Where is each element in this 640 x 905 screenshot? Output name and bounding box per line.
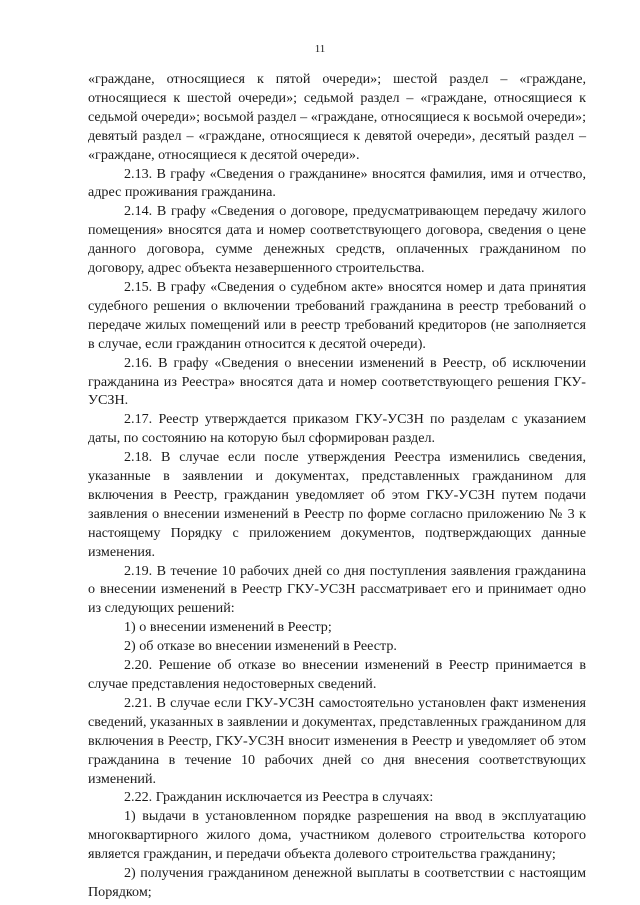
paragraph: «граждане, относящиеся к пятой очереди»; шестой раздел – «граждане, относящиеся к шестой очереди»; седьмой раздел – «граждане, относящиеся к седьмой очереди»; восьмой раздел – «граждане, относящиеся к восьмой очереди»; девятый раздел – «граждане, относящиеся к девятой очереди», десятый раздел – «граждане, относящиеся к десятой очереди».: [88, 71, 586, 163]
paragraph: 2) об отказе во внесении изменений в Реестр.: [124, 638, 397, 655]
page-number: 11: [314, 43, 326, 55]
paragraph: 2.19. В течение 10 рабочих дней со дня поступления заявления гражданина о внесении изменений в Реестр ГКУ-УСЗН рассматривает его и принимает одно из следующих решений:: [88, 562, 586, 617]
paragraph: 2.21. В случае если ГКУ-УСЗН самостоятельно установлен факт изменения сведений, указанных в заявлении и документах, представленных гражданином для включения в Реестр, ГКУ-УСЗН вносит изменения в Реестр и уведомляет об этом гражданина в течение 10 рабочих дней со дня внесения соответствующих изменений.: [88, 694, 586, 787]
paragraph: 1) о внесении изменений в Реестр;: [124, 619, 332, 636]
document-body: [88, 70, 586, 902]
paragraph: 2.20. Решение об отказе во внесении изменений в Реестр принимается в случае представления недостоверных сведений.: [88, 657, 586, 692]
paragraph: 2.18. В случае если после утверждения Реестра изменились сведения, указанные в заявлении и документах, представленных гражданином для включения в Реестр, гражданин уведомляет об этом ГКУ-УСЗН путем подачи заявления о внесении изменений в Реестр по форме согласно приложению № 3 к настоящему Порядку с приложением документов, подтверждающих данные изменения.: [88, 449, 586, 560]
paragraph: 2.22. Гражданин исключается из Реестра в случаях:: [124, 789, 434, 806]
paragraph: 2.13. В графу «Сведения о гражданине» вносятся фамилия, имя и отчество, адрес проживания гражданина.: [88, 165, 586, 201]
paragraph: 2.15. В графу «Сведения о судебном акте» вносятся номер и дата принятия судебного решения о включении требований гражданина в реестр требований о передаче жилых помещений или в реестр требований кредиторов (не заполняется в случае, если гражданин относится к десятой очереди).: [88, 278, 586, 352]
paragraph: 2.14. В графу «Сведения о договоре, предусматривающем передачу жилого помещения» вносятся дата и номер соответствующего договора, сведения о цене данного договора, сумме денежных средств, оплаченных гражданином по договору, адрес объекта незавершенного строительства.: [88, 203, 586, 277]
paragraph: 2.16. В графу «Сведения о внесении изменений в Реестр, об исключении гражданина из Реестра» вносятся дата и номер соответствующего решения ГКУ-УСЗН.: [88, 354, 586, 409]
paragraph: 1) выдачи в установленном порядке разрешения на ввод в эксплуатацию многоквартирного жилого дома, участником долевого строительства которого является гражданин, и передачи объекта долевого строительства гражданину;: [88, 808, 586, 863]
paragraph: 2) получения гражданином денежной выплаты в соответствии с настоящим Порядком;: [88, 865, 586, 900]
paragraph: 2.17. Реестр утверждается приказом ГКУ-УСЗН по разделам с указанием даты, по состоянию на которую был сформирован раздел.: [88, 411, 586, 447]
